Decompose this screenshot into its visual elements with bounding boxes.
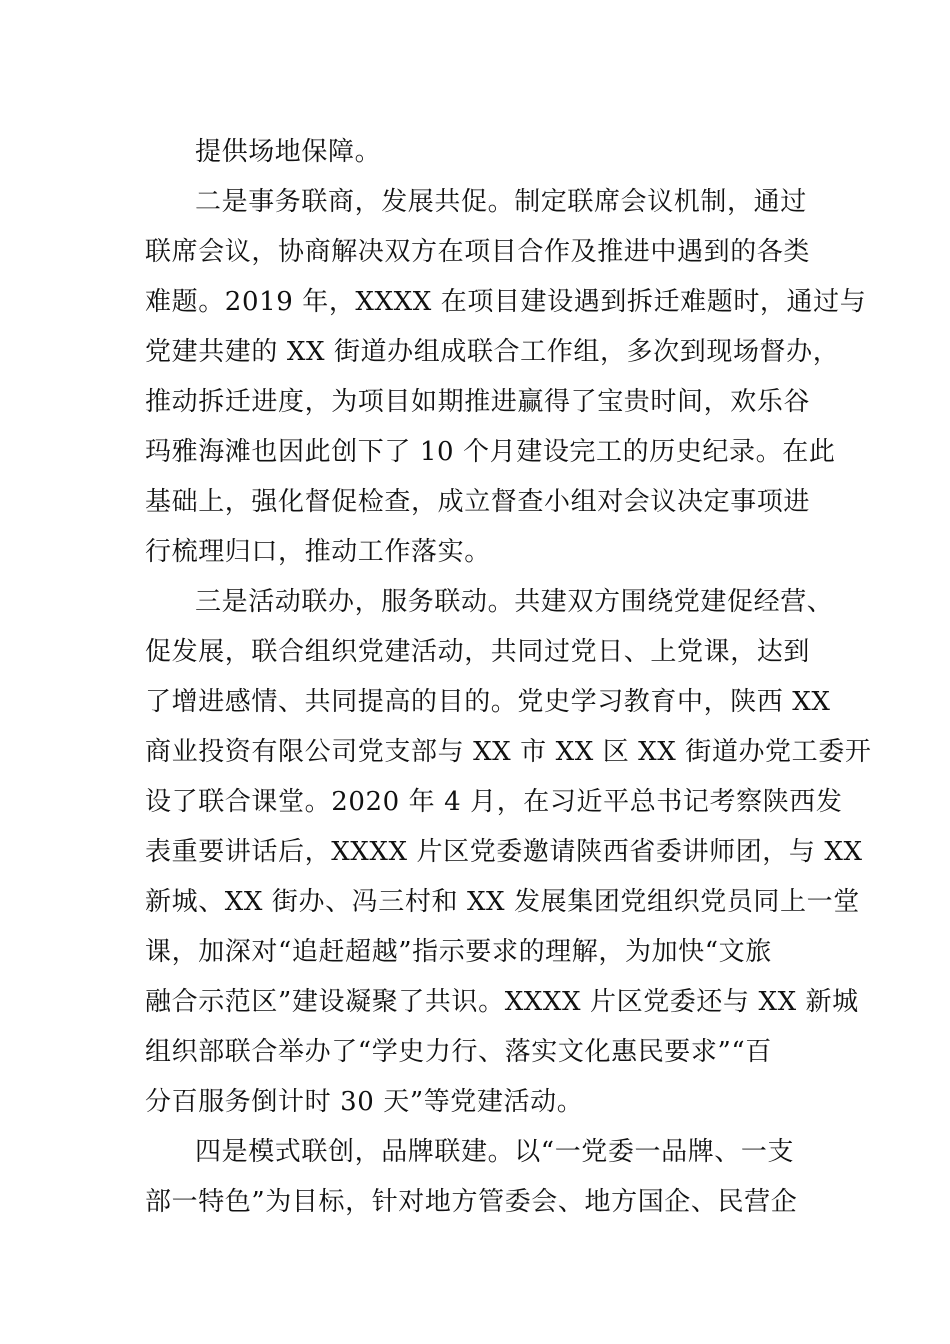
paragraph-3-line-3: 了增进感情、共同提高的目的。党史学习教育中，陕西 XX — [145, 687, 831, 717]
paragraph-3-line-7: 新城、XX 街办、冯三村和 XX 发展集团党组织党员同上一堂 — [145, 887, 860, 917]
paragraph-3-line-1: 三是活动联办，服务联动。共建双方围绕党建促经营、 — [195, 587, 834, 617]
paragraph-2-line-4: 党建共建的 XX 街道办组成联合工作组，多次到现场督办， — [145, 337, 840, 367]
paragraph-2-line-8: 行梳理归口，推动工作落实。 — [145, 537, 491, 567]
paragraph-2-line-7: 基础上，强化督促检查，成立督查小组对会议决定事项进 — [145, 487, 811, 517]
paragraph-3-line-9: 融合示范区”建设凝聚了共识。XXXX 片区党委还与 XX 新城 — [145, 987, 859, 1017]
paragraph-2-line-3: 难题。2019 年，XXXX 在项目建设遇到拆迁难题时，通过与 — [145, 287, 867, 317]
paragraph-3-line-8: 课，加深对“追赶超越”指示要求的理解，为加快“文旅 — [145, 937, 772, 967]
paragraph-2-line-6: 玛雅海滩也因此创下了 10 个月建设完工的历史纪录。在此 — [145, 437, 836, 467]
paragraph-3-line-5: 设了联合课堂。2020 年 4 月，在习近平总书记考察陕西发 — [145, 787, 843, 817]
paragraph-4-line-1: 四是模式联创，品牌联建。以“一党委一品牌、一支 — [195, 1137, 795, 1167]
paragraph-3-line-4: 商业投资有限公司党支部与 XX 市 XX 区 XX 街道办党工委开 — [145, 737, 872, 767]
paragraph-4-line-2: 部一特色”为目标，针对地方管委会、地方国企、民营企 — [145, 1187, 798, 1217]
paragraph-2-line-2: 联席会议，协商解决双方在项目合作及推进中遇到的各类 — [145, 237, 811, 267]
paragraph-2-line-1: 二是事务联商，发展共促。制定联席会议机制，通过 — [195, 187, 807, 217]
paragraph-3-line-10: 组织部联合举办了“学史力行、落实文化惠民要求”“百 — [145, 1037, 772, 1067]
paragraph-3-line-11: 分百服务倒计时 30 天”等党建活动。 — [145, 1087, 584, 1117]
paragraph-3-line-6: 表重要讲话后，XXXX 片区党委邀请陕西省委讲师团，与 XX — [145, 837, 863, 867]
paragraph-3-line-2: 促发展，联合组织党建活动，共同过党日、上党课，达到 — [145, 637, 811, 667]
paragraph-2-line-5: 推动拆迁进度，为项目如期推进赢得了宝贵时间，欢乐谷 — [145, 387, 811, 417]
text-line-1: 提供场地保障。 — [195, 137, 382, 167]
